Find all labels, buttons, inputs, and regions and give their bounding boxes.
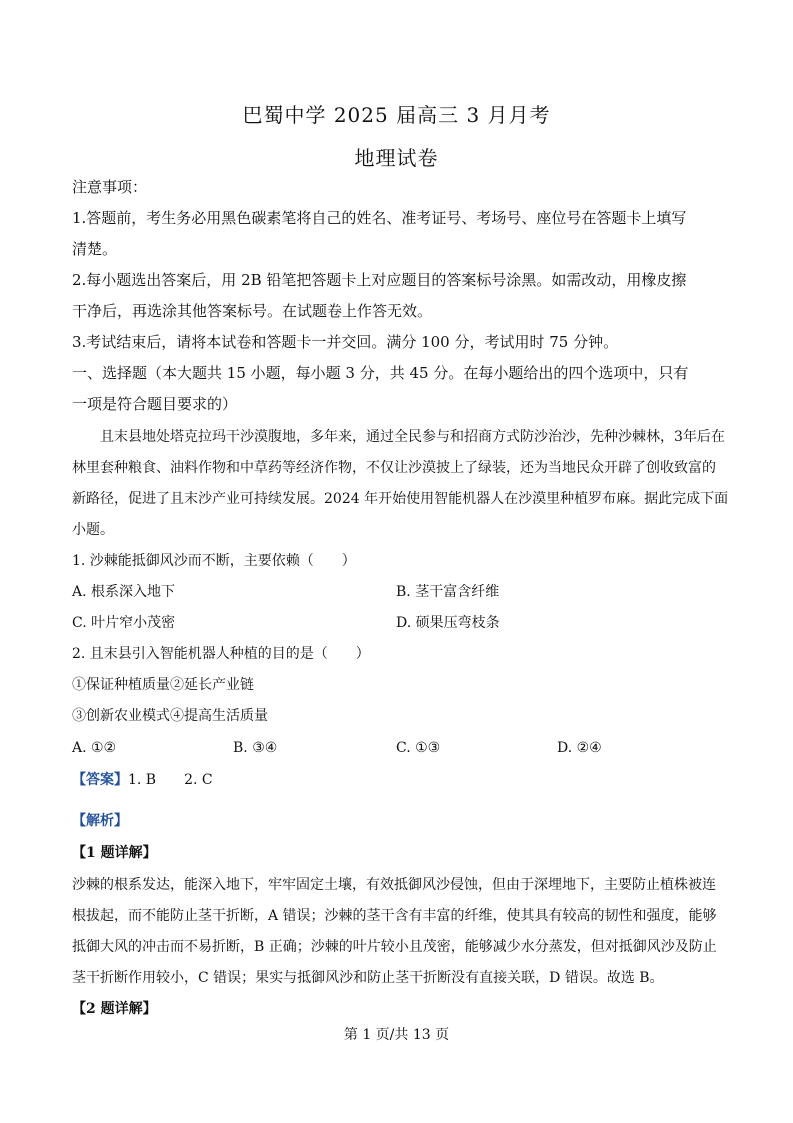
detail-1-line: 沙棘的根系发达，能深入地下，牢牢固定土壤，有效抵御风沙侵蚀，但由于深埋地下，主要防止植株被连 bbox=[72, 877, 716, 893]
passage-line: 新路径，促进了且末沙产业可持续发展。2024 年开始使用智能机器人在沙漠里种植罗布麻。据此完成下面 bbox=[72, 491, 729, 507]
page-subtitle: 地理试卷 bbox=[354, 146, 439, 170]
question-2-option-d: D. ②④ bbox=[557, 740, 602, 756]
detail-1-line: 茎干折断作用较小，C 错误；果实与抵御风沙和防止茎干折断没有直接关联，D 错误。故选 B。 bbox=[72, 970, 664, 986]
notice-item-3: 3.考试结束后，请将本试卷和答题卡一并交回。满分 100 分，考试用时 75 分钟。 bbox=[72, 333, 619, 351]
detail-1-line: 根拔起，而不能防止茎干折断，A 错误；沙棘的茎干含有丰富的纤维，使其具有较高的韧性和强度，能够 bbox=[72, 908, 717, 924]
section-heading: 一、选择题（本大题共 15 小题，每小题 3 分，共 45 分。在每小题给出的四个选项中，只有 bbox=[72, 364, 689, 382]
question-2-statement: ①保证种植质量②延长产业链 bbox=[72, 677, 254, 693]
passage-line: 小题。 bbox=[72, 522, 114, 538]
answer-label: 【答案】 bbox=[72, 772, 128, 788]
page-footer: 第 1 页/共 13 页 bbox=[343, 1027, 450, 1043]
passage-line: 林里套种粮食、油料作物和中草药等经济作物，不仅让沙漠披上了绿装，还为当地民众开辟了创收致富的 bbox=[72, 460, 716, 476]
notice-item-2: 2.每小题选出答案后，用 2B 铅笔把答题卡上对应题目的答案标号涂黑。如需改动，用橡皮擦 bbox=[72, 271, 687, 289]
answer-text: 1. B 2. C bbox=[128, 772, 213, 788]
question-2-option-a: A. ①② bbox=[72, 740, 117, 756]
question-2-stem: 2. 且末县引入智能机器人种植的目的是（ ） bbox=[72, 646, 370, 662]
question-1-option-b: B. 茎干富含纤维 bbox=[396, 584, 500, 600]
notice-heading: 注意事项： bbox=[72, 178, 148, 196]
section-heading-cont: 一项是符合题目要求的） bbox=[72, 395, 238, 413]
analysis-label: 【解析】 bbox=[72, 813, 128, 829]
notice-item-2-cont: 干净后，再选涂其他答案标号。在试题卷上作答无效。 bbox=[72, 302, 433, 320]
question-1-option-a: A. 根系深入地下 bbox=[72, 584, 176, 600]
question-1-option-d: D. 硕果压弯枝条 bbox=[396, 615, 500, 631]
page-title: 巴蜀中学 2025 届高三 3 月月考 bbox=[242, 103, 551, 127]
detail-2-heading: 【2 题详解】 bbox=[72, 1001, 157, 1017]
notice-item-1-cont: 清楚。 bbox=[72, 240, 118, 258]
question-2-statement: ③创新农业模式④提高生活质量 bbox=[72, 708, 268, 724]
question-2-option-c: C. ①③ bbox=[396, 740, 441, 756]
answer-line bbox=[72, 769, 732, 791]
notice-item-1: 1.答题前，考生务必用黑色碳素笔将自己的姓名、准考证号、考场号、座位号在答题卡上填写 bbox=[72, 209, 687, 227]
detail-1-heading: 【1 题详解】 bbox=[72, 845, 157, 861]
question-1-option-c: C. 叶片窄小茂密 bbox=[72, 615, 176, 631]
question-2-option-b: B. ③④ bbox=[233, 740, 278, 756]
passage-line: 且末县地处塔克拉玛干沙漠腹地，多年来，通过全民参与和招商方式防沙治沙，先种沙棘林，3年后在 bbox=[100, 429, 725, 445]
detail-1-line: 抵御大风的冲击而不易折断，B 正确；沙棘的叶片较小且茂密，能够减少水分蒸发，但对抵御风沙及防止 bbox=[72, 939, 717, 955]
question-1-stem: 1. 沙棘能抵御风沙而不断，主要依赖（ ） bbox=[72, 553, 356, 569]
